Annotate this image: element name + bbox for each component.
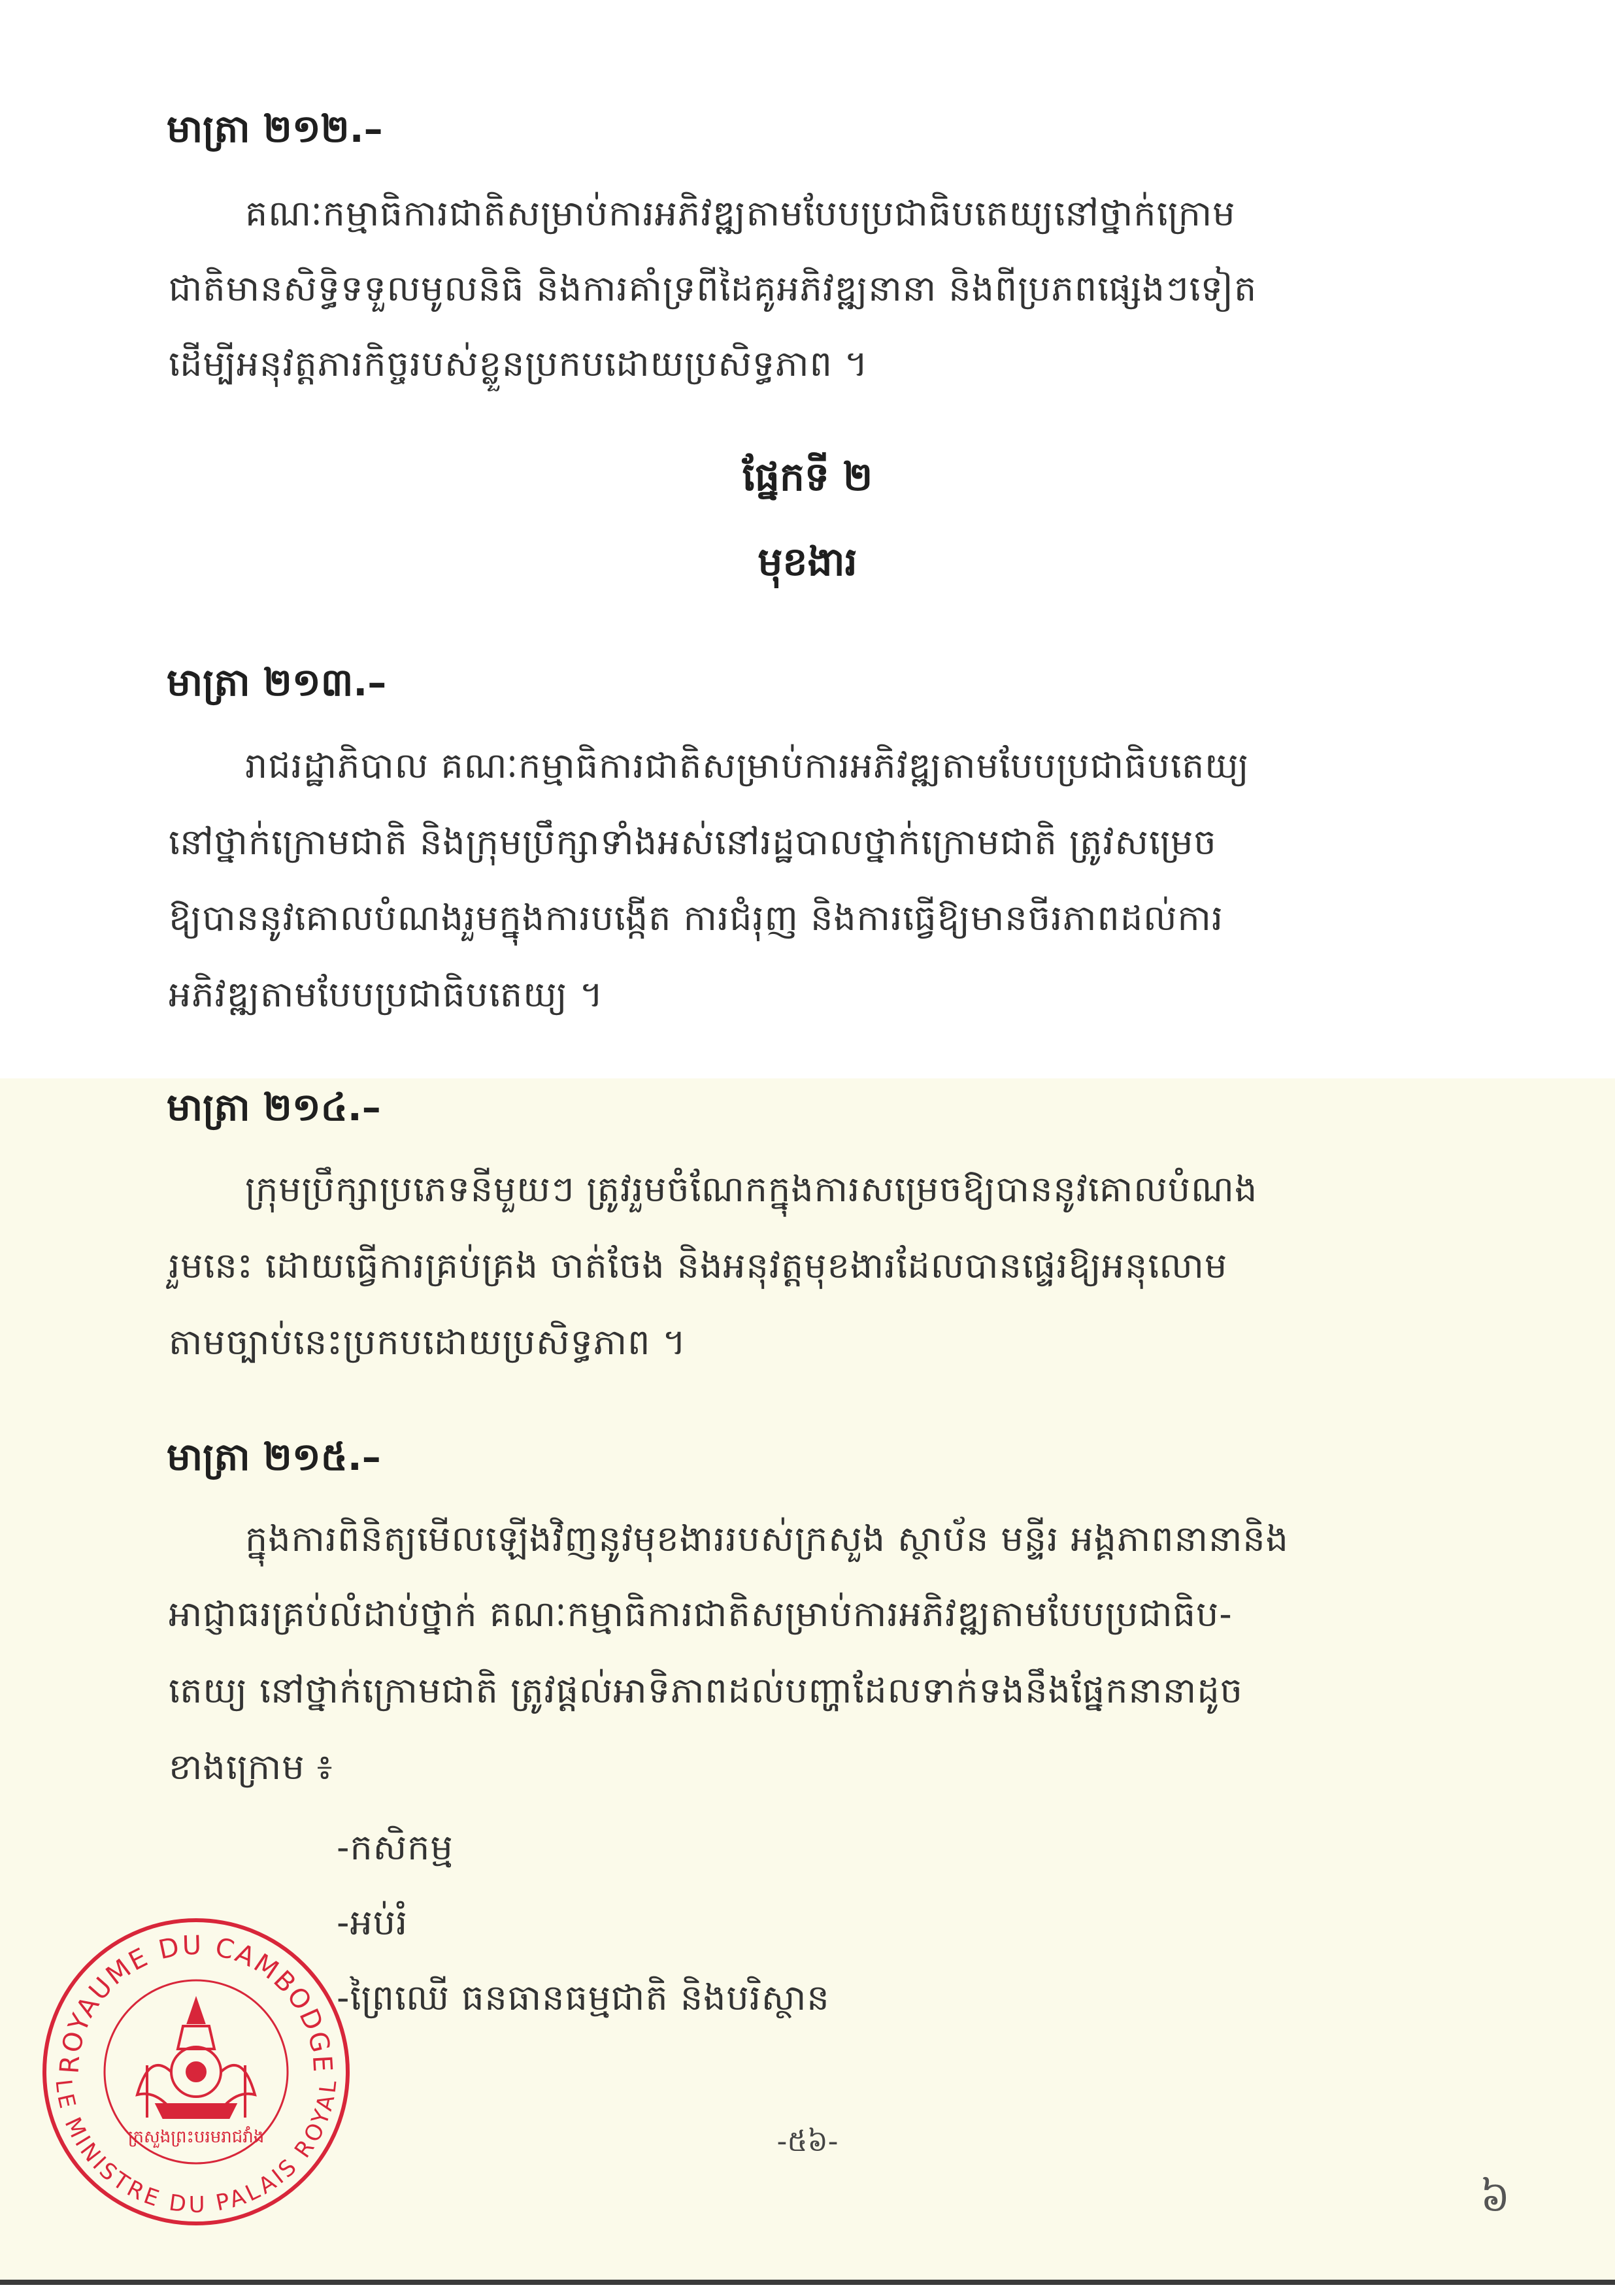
article-215-line-3: តេយ្យ នៅថ្នាក់ក្រោមជាតិ ត្រូវផ្តល់អាទិភាពដល់បញ្ហាដែលទាក់ទងនឹងផ្នែកនានាដូច <box>169 1670 1243 1711</box>
list-item-education: -អប់រំ <box>337 1902 408 1943</box>
margin-mark: ៦ <box>1480 2173 1510 2221</box>
list-item-forestry: -ព្រៃឈើ ធនធានធម្មជាតិ និងបរិស្ថាន <box>337 1977 830 2018</box>
stamp-top-text: ROYAUME DU CAMBODGE <box>54 1930 338 2075</box>
article-212-line-2: ជាតិមានសិទ្ធិទទួលមូលនិធិ និងការគាំទ្រពីដៃគូអភិវឌ្ឍនានា និងពីប្រភពផ្សេងៗទៀត <box>169 268 1257 309</box>
article-214-line-2: រួមនេះ ដោយធ្វើការគ្រប់គ្រង ចាត់ចែង និងអនុវត្តមុខងារដែលបានផ្ទេរឱ្យអនុលោម <box>169 1245 1228 1286</box>
article-213-line-2: នៅថ្នាក់ក្រោមជាតិ និងក្រុមប្រឹក្សាទាំងអស់នៅរដ្ឋបាលថ្នាក់ក្រោមជាតិ ត្រូវសម្រេច <box>169 822 1217 863</box>
article-215-line-1: ក្នុងការពិនិត្យមើលឡើងវិញនូវមុខងាររបស់ក្រសួង ស្ថាប័ន មន្ទីរ អង្គភាពនានានិង <box>245 1518 1289 1559</box>
article-212-heading: មាត្រា ២១២.– <box>167 107 383 151</box>
part-number-heading: ផ្នែកទី ២ <box>742 454 873 500</box>
royal-palace-stamp <box>33 1908 359 2235</box>
article-214-line-3: តាមច្បាប់នេះប្រកបដោយប្រសិទ្ធភាព ។ <box>169 1322 687 1363</box>
article-215-line-4: ខាងក្រោម ៖ <box>169 1746 333 1788</box>
article-214-heading: មាត្រា ២១៤.– <box>167 1085 381 1129</box>
article-212-line-1: គណៈកម្មាធិការជាតិសម្រាប់ការអភិវឌ្ឍតាមបែបប្រជាធិបតេយ្យនៅថ្នាក់ក្រោម <box>245 193 1236 234</box>
list-item-agriculture: -កសិកម្ម <box>337 1827 454 1868</box>
article-215-heading: មាត្រា ២១៥.– <box>167 1435 381 1479</box>
part-title-heading: មុខងារ <box>758 539 857 585</box>
article-214-line-1: ក្រុមប្រឹក្សាប្រភេទនីមួយៗ ត្រូវរួមចំណែកក្នុងការសម្រេចឱ្យបាននូវគោលបំណង <box>245 1169 1258 1210</box>
stamp-bottom-text: LE MINISTRE DU PALAIS ROYAL <box>50 2078 342 2218</box>
article-215-line-2: អាជ្ញាធរគ្រប់លំដាប់ថ្នាក់ គណៈកម្មាធិការជាតិសម្រាប់ការអភិវឌ្ឍតាមបែបប្រជាធិប- <box>169 1593 1233 1635</box>
bottom-scan-edge <box>0 2280 1615 2285</box>
article-213-heading: មាត្រា ២១៣.– <box>167 660 387 705</box>
page-number: -៥៦- <box>776 2125 839 2158</box>
article-213-line-4: អភិវឌ្ឍតាមបែបប្រជាធិបតេយ្យ ។ <box>169 974 604 1015</box>
article-213-line-1: រាជរដ្ឋាភិបាល គណៈកម្មាធិការជាតិសម្រាប់ការអភិវឌ្ឍតាមបែបប្រជាធិបតេយ្យ <box>245 745 1250 786</box>
royal-crest-icon <box>137 2000 255 2118</box>
article-212-line-3: ដើម្បីអនុវត្តភារកិច្ចរបស់ខ្លួនប្រកបដោយប្រសិទ្ធភាព ។ <box>169 343 869 384</box>
stamp-inner-text: ក្រសួងព្រះបរមរាជវាំង <box>127 2127 265 2147</box>
article-213-line-3: ឱ្យបាននូវគោលបំណងរួមក្នុងការបង្កើត ការជំរុញ និងការធ្វើឱ្យមានចីរភាពដល់ការ <box>169 897 1224 939</box>
